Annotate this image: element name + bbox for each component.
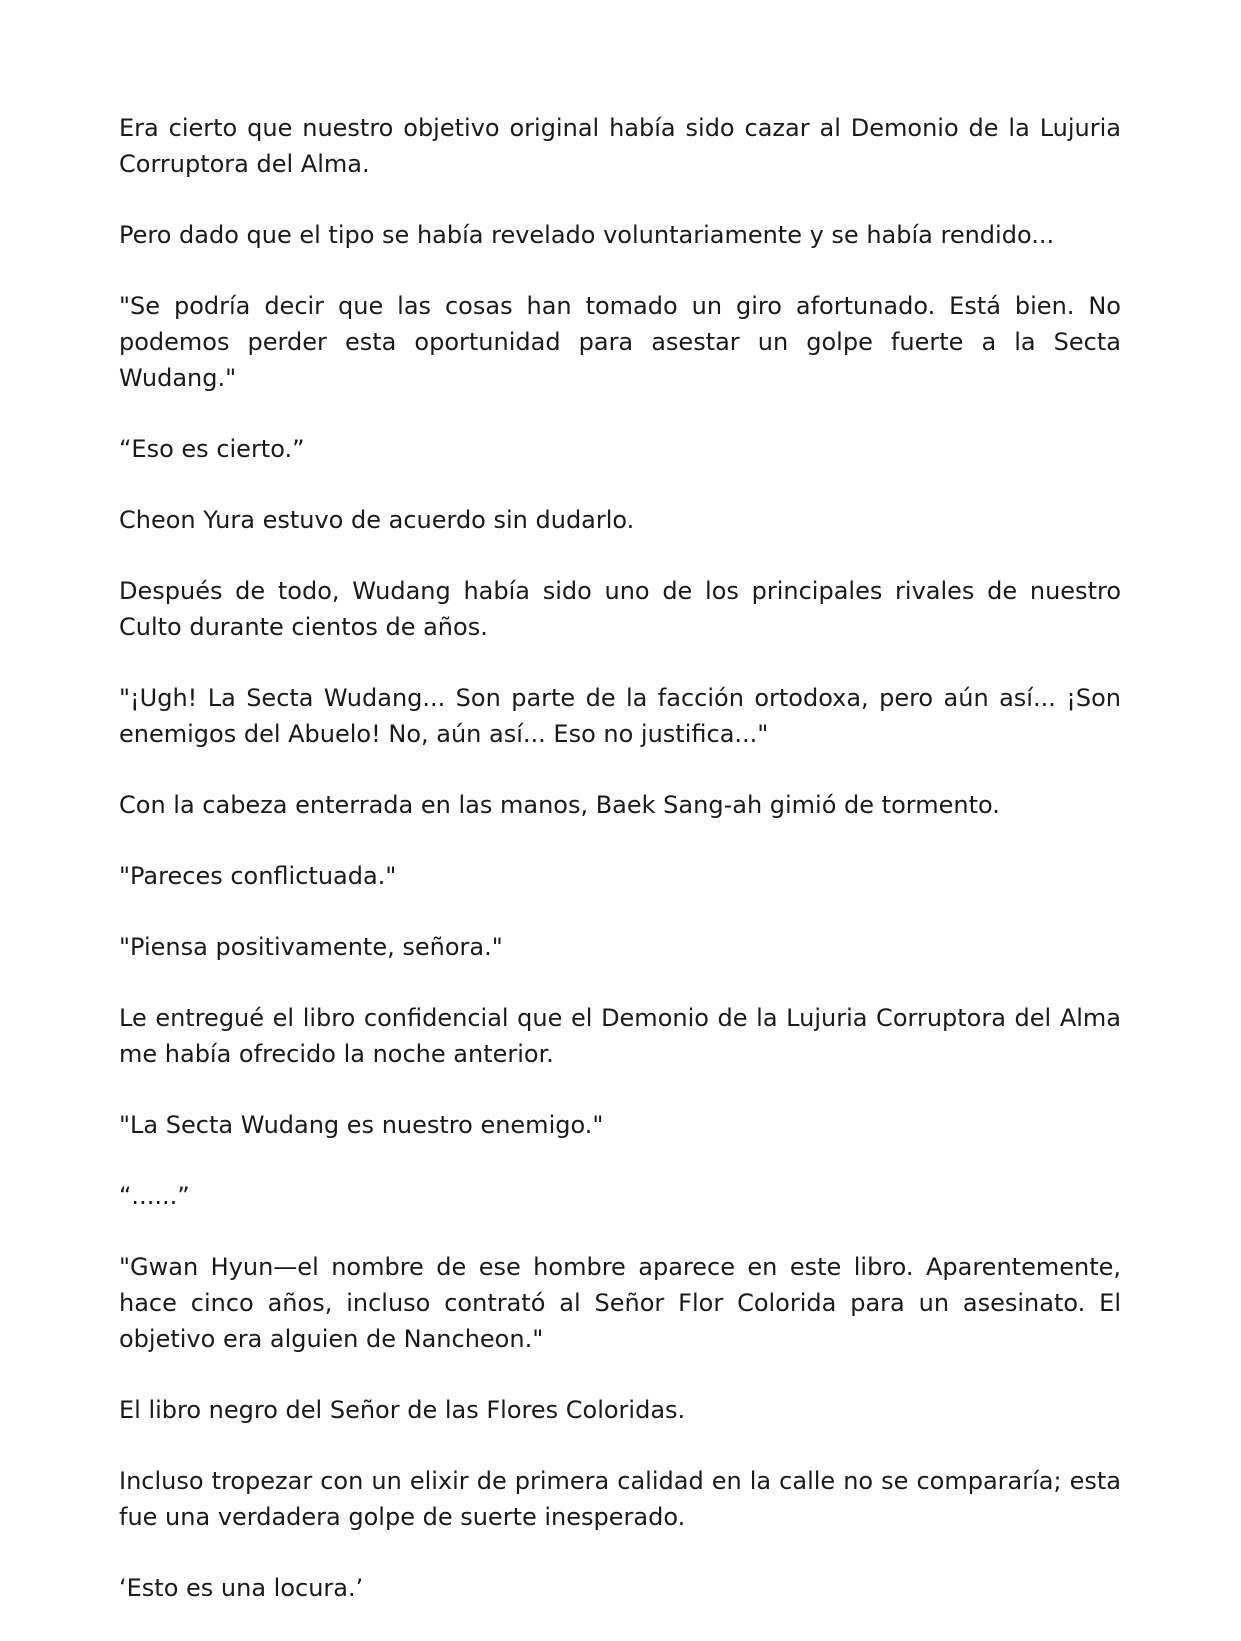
paragraph: Después de todo, Wudang había sido uno de los principales rivales de nuestro Culto durante cientos de años. [119,577,1121,641]
paragraph: “Eso es cierto.” [119,435,305,463]
paragraph: Pero dado que el tipo se había revelado voluntariamente y se había rendido... [119,221,1055,249]
paragraph: "Pareces conflictuada." [119,862,397,890]
paragraph: "La Secta Wudang es nuestro enemigo." [119,1111,604,1139]
paragraph: “......” [119,1182,190,1210]
paragraph: Incluso tropezar con un elixir de primera calidad en la calle no se compararía; esta fue una verdadera golpe de suerte inesperado. [119,1467,1121,1531]
paragraph: Le entregué el libro confidencial que el Demonio de la Lujuria Corruptora del Alma me había ofrecido la noche anterior. [119,1004,1121,1068]
paragraph: ‘Esto es una locura.’ [119,1574,364,1602]
paragraph: "¡Ugh! La Secta Wudang... Son parte de la facción ortodoxa, pero aún así... ¡Son enemigos del Abuelo! No, aún así... Eso no justifica..." [119,684,1121,748]
paragraph: "Piensa positivamente, señora." [119,933,503,961]
paragraph: "Se podría decir que las cosas han tomado un giro afortunado. Está bien. No podemos perder esta oportunidad para asestar un golpe fuerte a la Secta Wudang." [119,292,1121,392]
document-page [119,110,1121,1641]
paragraph: Con la cabeza enterrada en las manos, Baek Sang-ah gimió de tormento. [119,791,1000,819]
paragraph: Era cierto que nuestro objetivo original había sido cazar al Demonio de la Lujuria Corruptora del Alma. [119,114,1121,178]
paragraph: El libro negro del Señor de las Flores Coloridas. [119,1396,686,1424]
paragraph: "Gwan Hyun—el nombre de ese hombre aparece en este libro. Aparentemente, hace cinco años, incluso contrató al Señor Flor Colorida para un asesinato. El objetivo era alguien de Nancheon." [119,1253,1121,1353]
paragraph: Cheon Yura estuvo de acuerdo sin dudarlo. [119,506,635,534]
